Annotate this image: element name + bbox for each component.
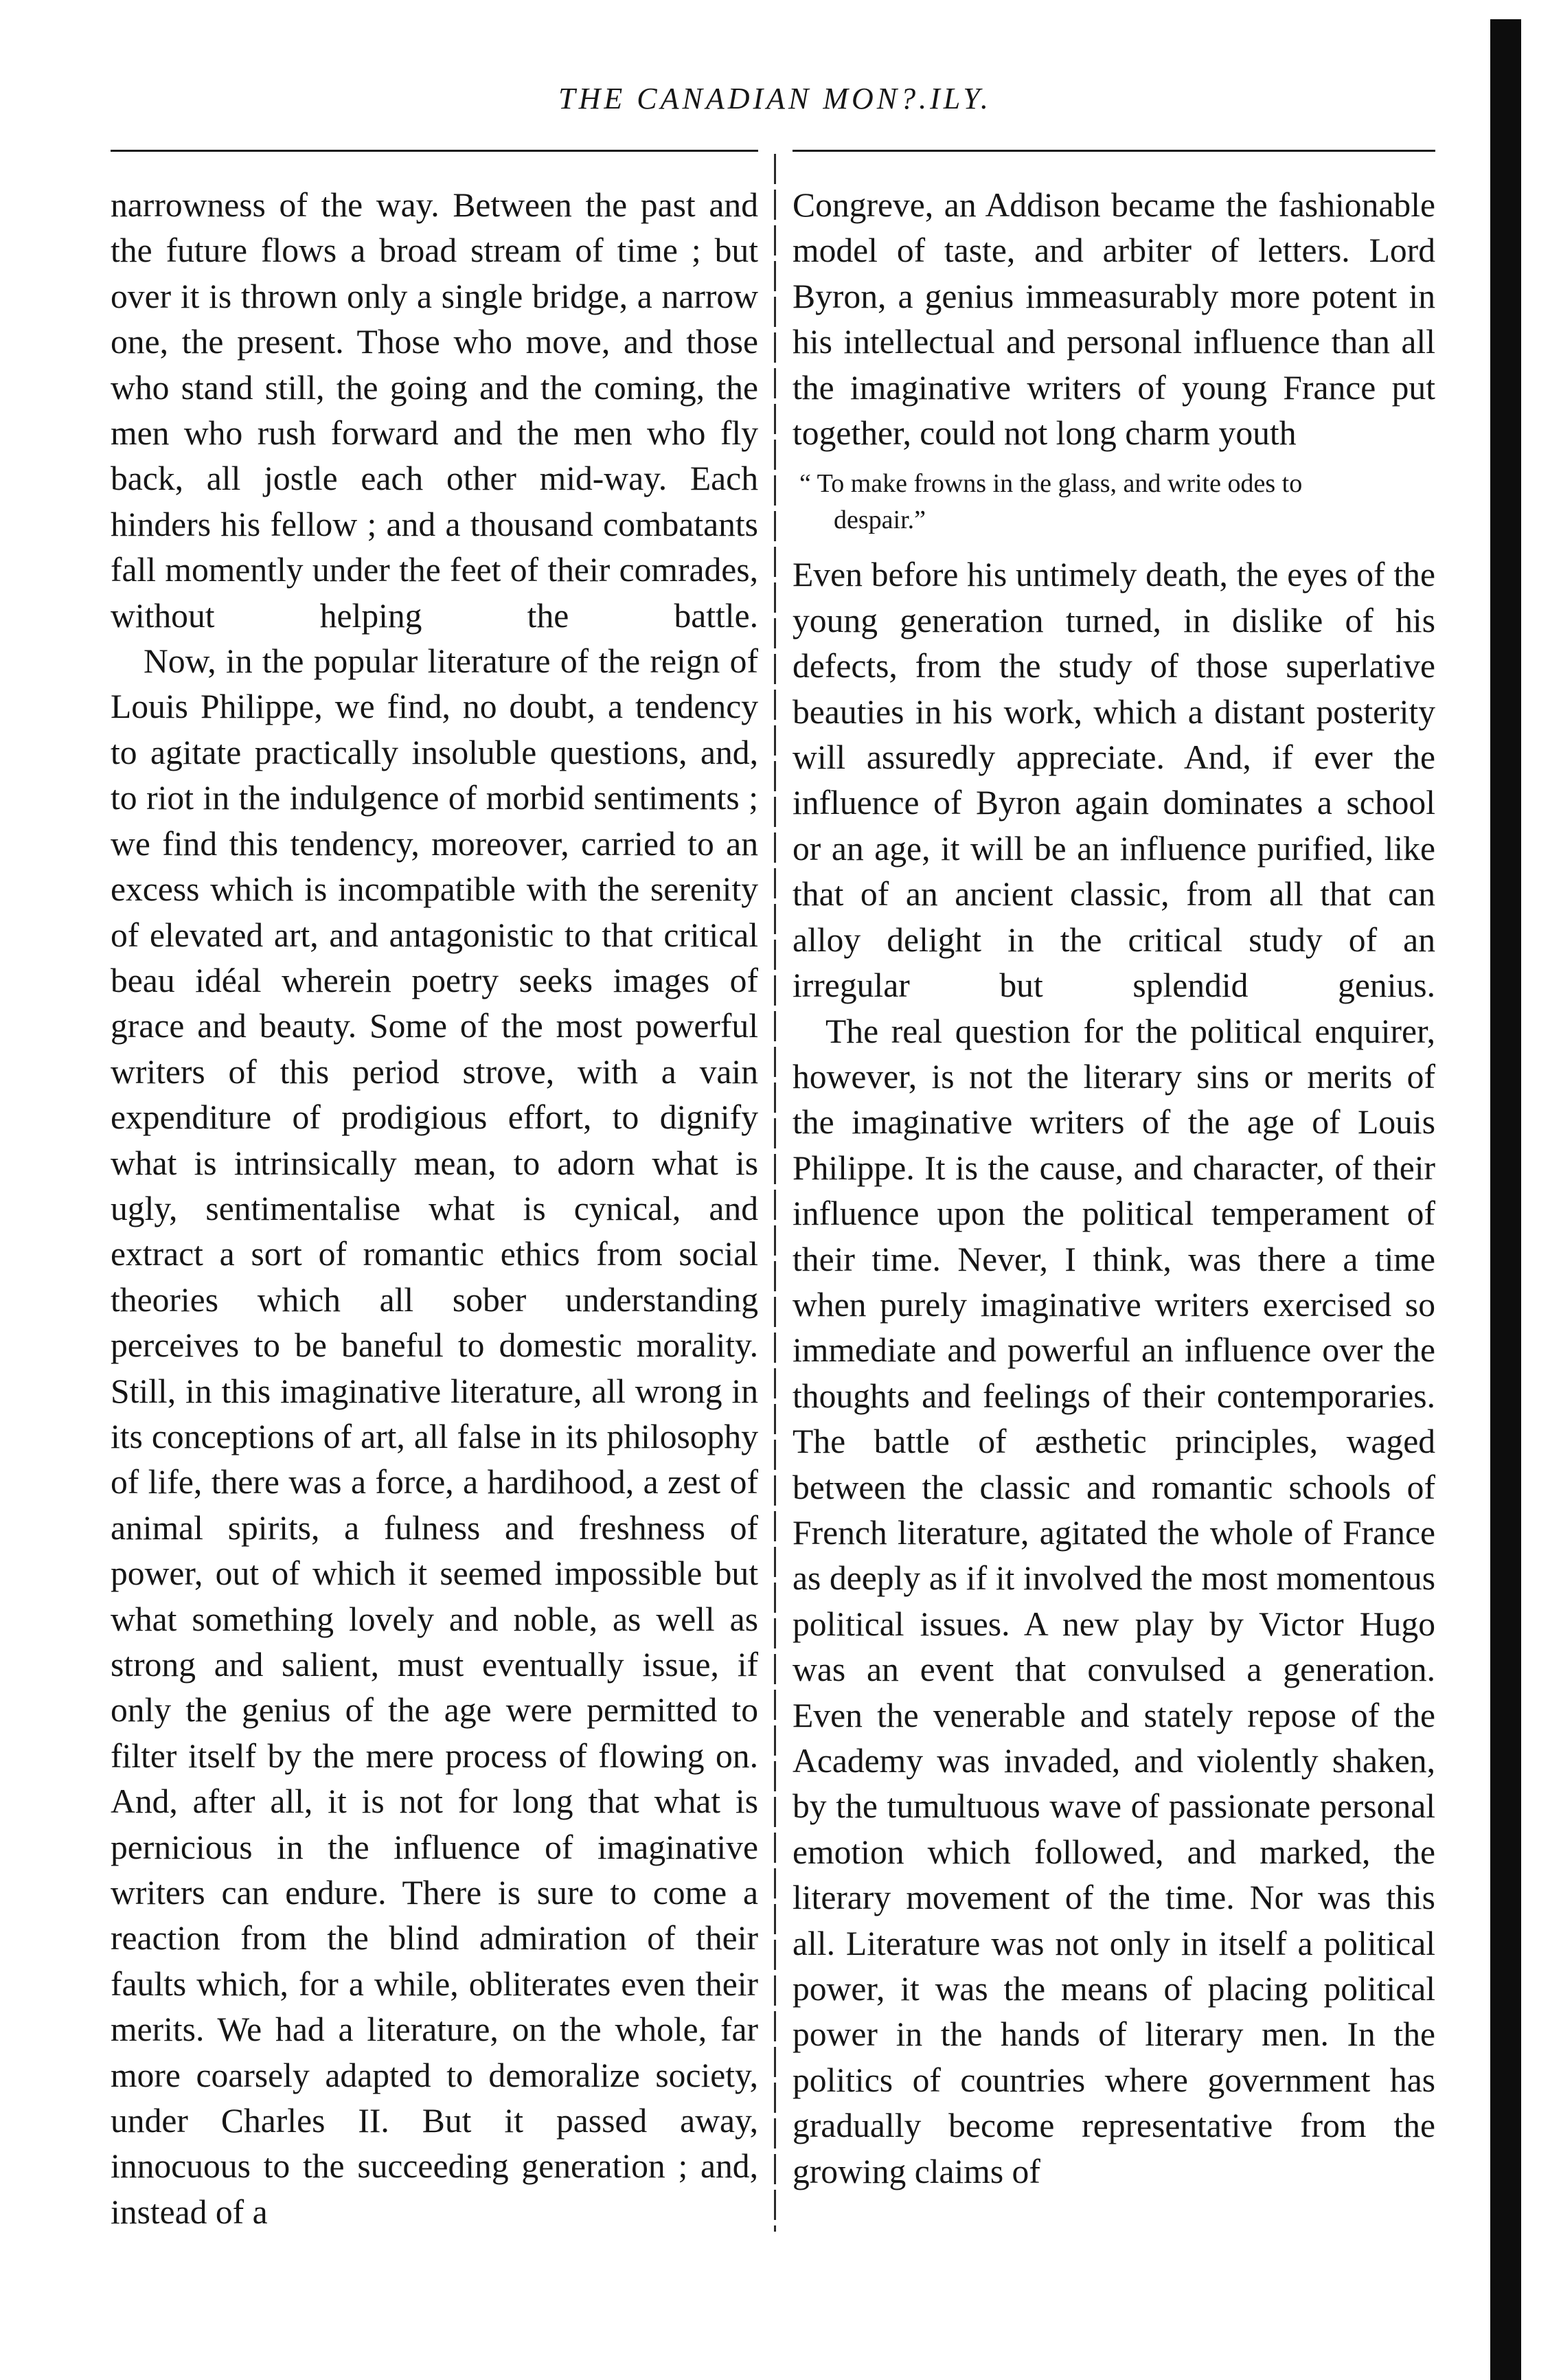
right-paragraph-2: Even before his untimely death, the eyes of the young generation turned, in dislike of his defects, from the study of those superlative beauties in his work, which a distant posterity will assuredly appreciate. And, if ever the influence of Byron again dominates a school or an age, it will be an influence purified, like that of an ancient classic, from all that can alloy delight in the critical study of an irregular but splendid genius. — [793, 556, 1435, 1005]
running-header: THE CANADIAN MON?.ILY. — [558, 82, 992, 115]
quote-line-1: “ To make frowns in the glass, and write odes to — [799, 469, 1303, 499]
quote-line-2: despair.” — [834, 506, 926, 535]
right-column — [793, 183, 1435, 2195]
column-divider — [774, 154, 776, 2232]
right-paragraph-1: Congreve, an Addison became the fashionable model of taste, and arbiter of letters. Lord Byron, a genius immeasurably more potent in his intellectual and personal influence than all the imaginative writers of young France put together, could not long charm youth — [793, 186, 1435, 453]
left-paragraph-1: narrowness of the way. Between the past and the future flows a broad stream of time ; but over it is thrown only a single bridge, a narrow one, the present. Those who move, and those who stand still, the going and the coming, the men who rush forward and the men who fly back, all jostle each other mid-way. Each hinders his fellow ; and a thousand combatants fall momently under the feet of their comrades, without helping the battle. — [111, 186, 758, 635]
right-paragraph-3: The real question for the political enquirer, however, is not the literary sins or merits of the imaginative writers of the age of Louis Philippe. It is the cause, and character, of their influence upon the political temperament of their time. Never, I think, was there a time when purely imaginative writers exercised so immediate and powerful an influence over the thoughts and feelings of their contemporaries. The battle of æsthetic principles, waged between the classic and romantic schools of French literature, agitated the whole of France as deeply as if it involved the most momentous political issues. A new play by Victor Hugo was an event that convulsed a generation. Even the venerable and stately repose of the Academy was invaded, and violently shaken, by the tumultuous wave of passionate personal emotion which followed, and marked, the literary movement of the time. Nor was this all. Literature was not only in itself a political power, it was the means of placing political power in the hands of literary men. In the politics of countries where government has gradually become representative from the growing claims of — [793, 1012, 1435, 2190]
verse-quote — [793, 466, 1435, 539]
header-rule-left — [111, 150, 758, 152]
left-paragraph-2: Now, in the popular literature of the reign of Louis Philippe, we find, no doubt, a tendency to agitate practically insoluble questions, and, to riot in the indulgence of morbid sentiments ; we find this tendency, moreover, carried to an excess which is incompatible with the serenity of elevated art, and antagonistic to that critical beau idéal wherein poetry seeks images of grace and beauty. Some of the most powerful writers of this period strove, with a vain expenditure of prodigious effort, to dignify what is intrinsically mean, to adorn what is ugly, sentimentalise what is cynical, and extract a sort of romantic ethics from social theories which all sober understanding perceives to be baneful to domestic morality. Still, in this imaginative literature, all wrong in its conceptions of art, all false in its philosophy of life, there was a force, a hardihood, a zest of animal spirits, a fulness and freshness of power, out of which it seemed impossible but what something lovely and noble, as well as strong and salient, must eventually issue, if only the genius of the age were permitted to filter itself by the mere process of flowing on. And, after all, it is not for long that what is pernicious in the influence of imaginative writers can endure. There is sure to come a reaction from the blind admiration of their faults which, for a while, obliterates even their merits. We had a literature, on the whole, far more coarsely adapted to demoralize society, under Charles II. But it passed away, innocuous to the succeeding generation ; and, instead of a — [111, 642, 758, 2231]
page-edge-shadow — [1490, 19, 1521, 2380]
header-rule-right — [793, 150, 1435, 152]
left-column — [111, 183, 758, 2235]
